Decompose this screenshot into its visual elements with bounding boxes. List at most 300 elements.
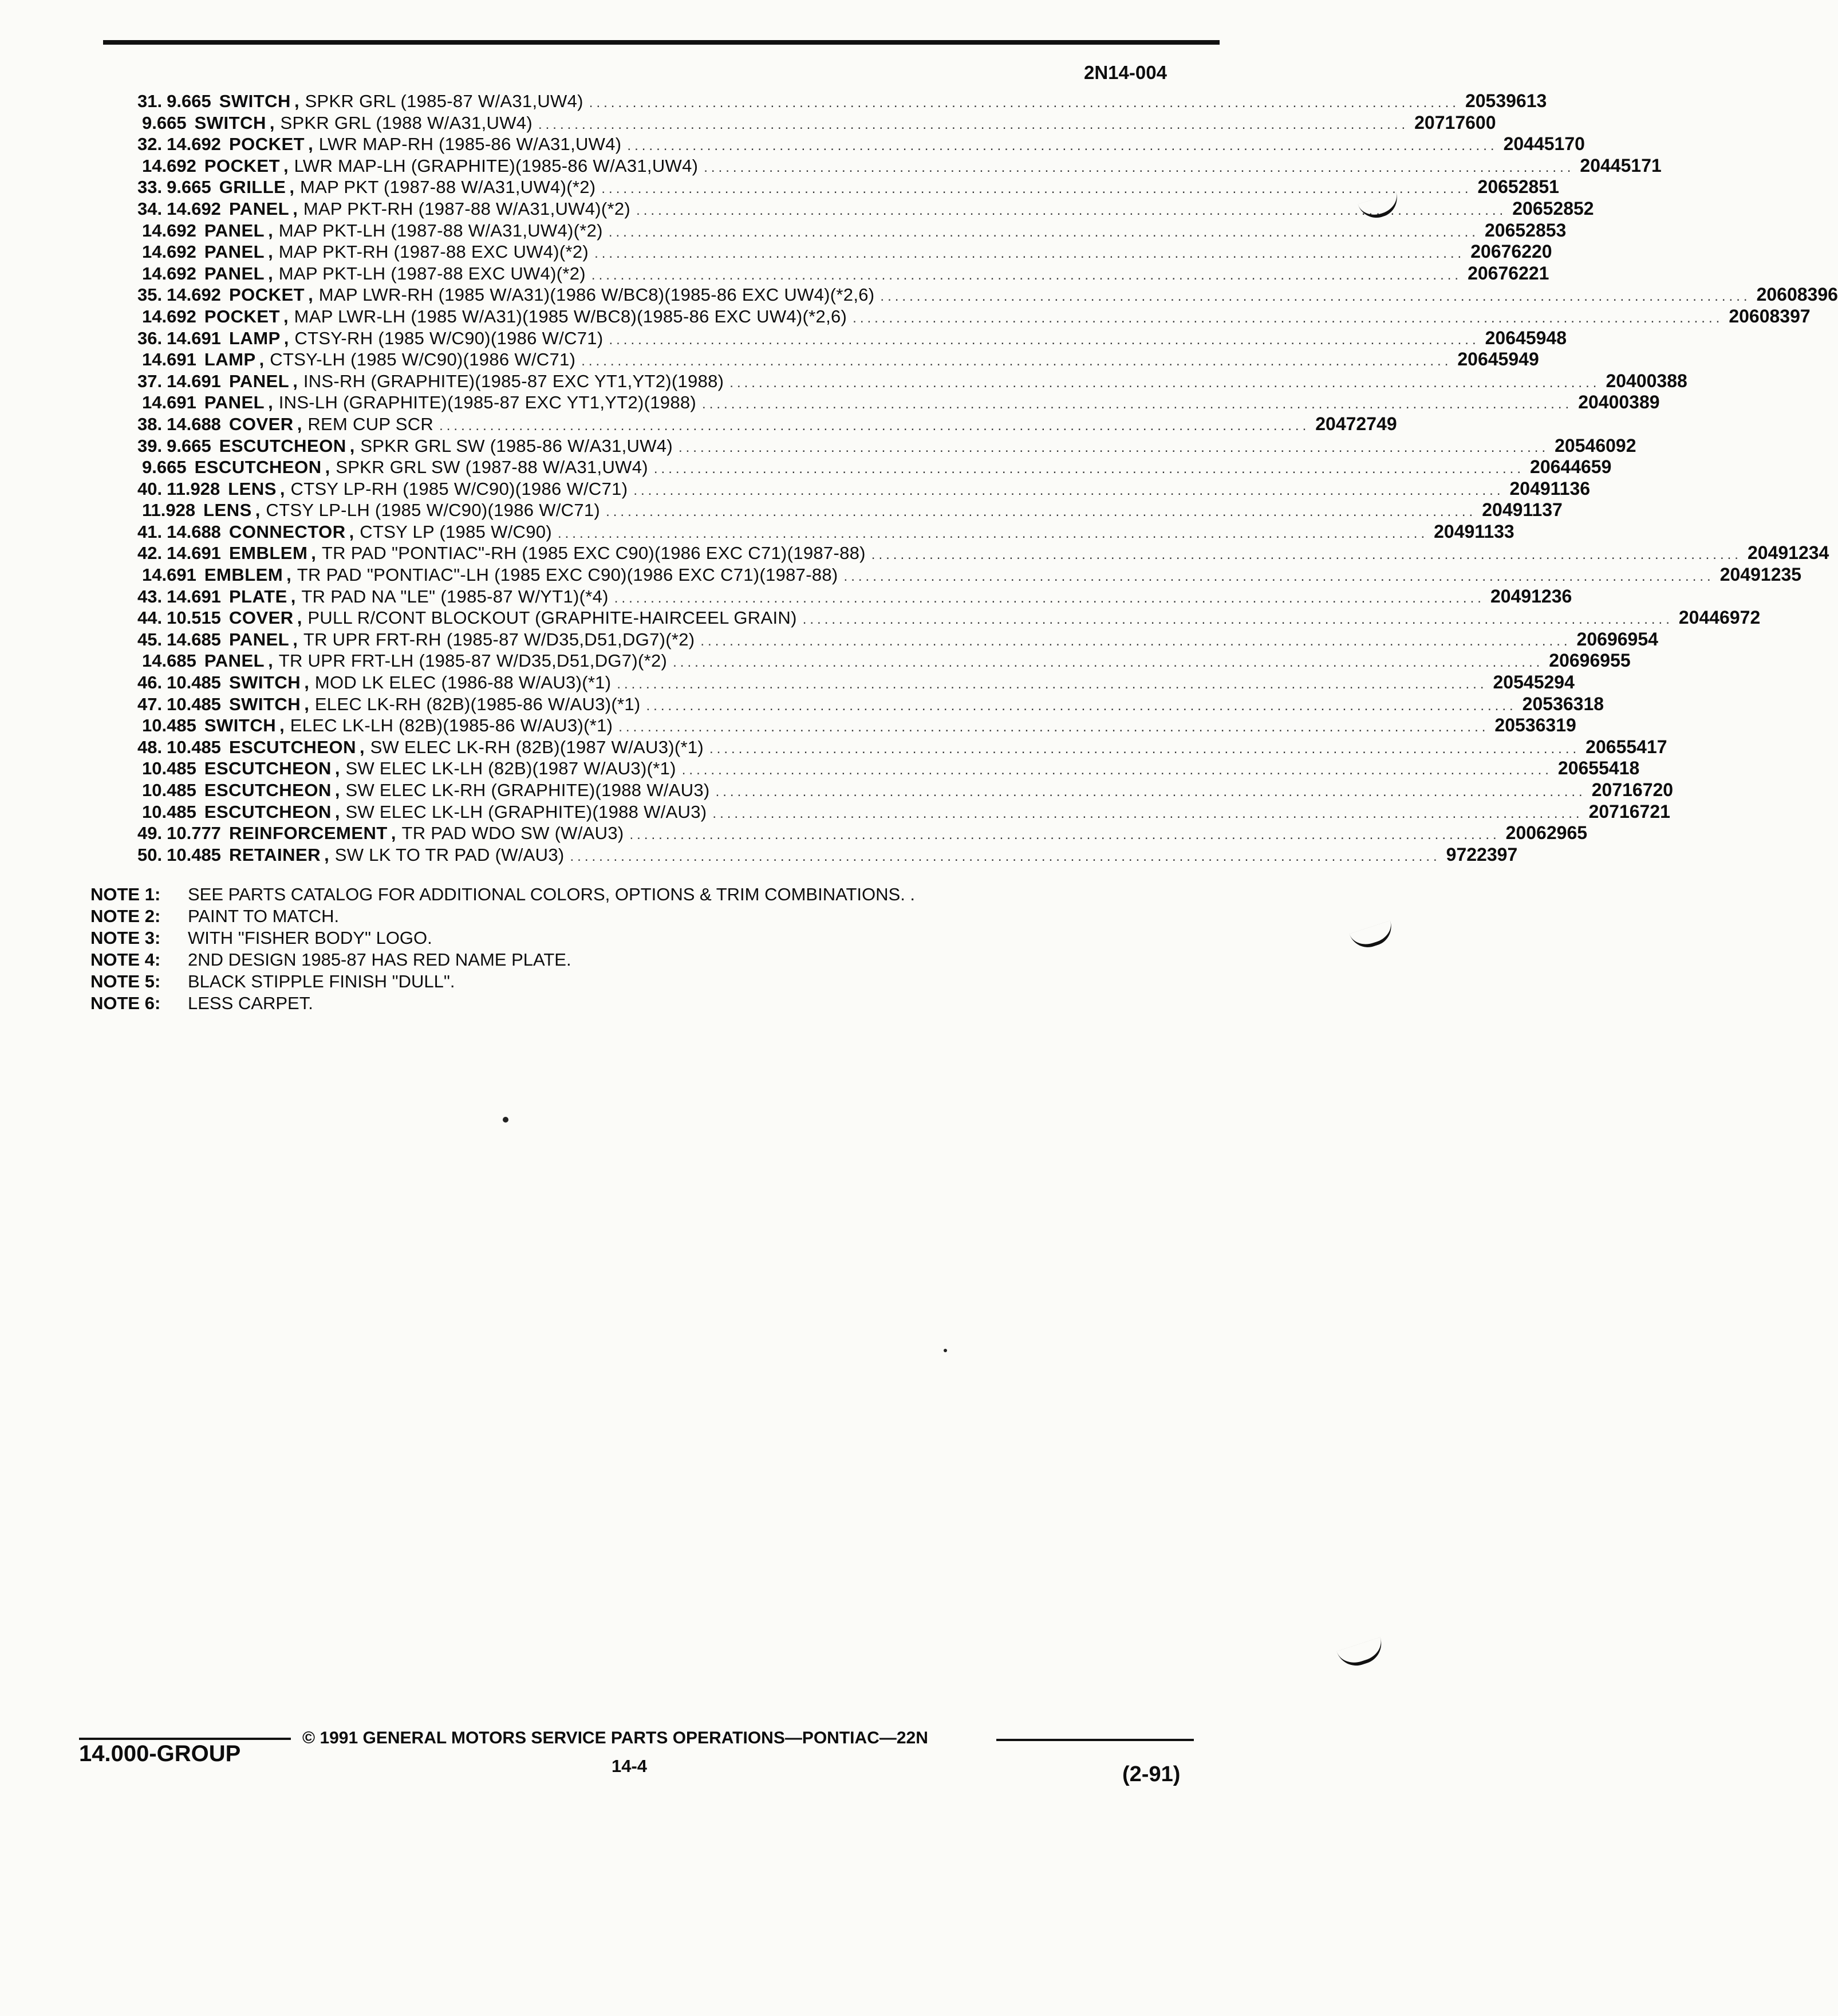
part-row bbox=[137, 155, 1662, 177]
part-name: SWITCH bbox=[194, 112, 266, 133]
item-number: 45. bbox=[137, 629, 163, 649]
separator: , bbox=[268, 242, 273, 262]
part-description: CTSY-LH (1985 W/C90)(1986 W/C71) bbox=[270, 349, 576, 370]
leader-dots: ........................................................................................................................ bbox=[681, 762, 1552, 778]
item-number: 50. bbox=[137, 844, 163, 865]
page-code: 2N14-004 bbox=[1084, 62, 1167, 83]
scan-mark bbox=[1336, 1637, 1386, 1671]
part-description: ELEC LK-RH (82B)(1985-86 W/AU3)(*1) bbox=[314, 694, 641, 714]
part-number: 20062965 bbox=[1505, 822, 1588, 844]
separator: , bbox=[269, 112, 275, 133]
group-number: 14.692 bbox=[142, 263, 196, 284]
part-name: GRILLE bbox=[219, 177, 286, 198]
part-row bbox=[137, 370, 1687, 392]
part-number: 20676220 bbox=[1470, 241, 1552, 262]
part-name: REINFORCEMENT bbox=[228, 823, 388, 844]
leader-dots: ........................................................................................................................ bbox=[673, 655, 1544, 671]
part-row bbox=[137, 478, 1591, 500]
part-name: SWITCH bbox=[228, 672, 301, 693]
separator: , bbox=[304, 694, 309, 714]
item-number: 39. bbox=[137, 435, 163, 456]
part-description: PULL R/CONT BLOCKOUT (GRAPHITE-HAIRCEEL GRAIN) bbox=[307, 608, 797, 628]
separator: , bbox=[325, 457, 330, 478]
part-name: POCKET bbox=[204, 155, 281, 176]
group-number: 9.665 bbox=[142, 457, 187, 478]
group-number: 10.485 bbox=[142, 801, 196, 822]
leader-dots: ........................................................................................................................ bbox=[601, 181, 1472, 197]
group-number: 14.692 bbox=[167, 134, 221, 155]
scan-speck bbox=[503, 1117, 508, 1123]
footer-group: 14.000-GROUP bbox=[79, 1741, 241, 1766]
note-text: PAINT TO MATCH. bbox=[188, 906, 340, 926]
leader-dots: ........................................................................................................................ bbox=[653, 461, 1525, 477]
part-name: PANEL bbox=[204, 392, 265, 413]
separator: , bbox=[259, 349, 265, 370]
item-number: 49. bbox=[137, 823, 163, 844]
group-number: 14.692 bbox=[167, 198, 221, 219]
item-number: 34. bbox=[137, 198, 163, 219]
part-description: TR PAD NA "LE" (1985-87 W/YT1)(*4) bbox=[301, 586, 609, 607]
part-number: 20716721 bbox=[1588, 801, 1670, 822]
part-name: LENS bbox=[228, 478, 277, 499]
separator: , bbox=[324, 844, 329, 865]
note-row bbox=[90, 949, 915, 971]
part-description: MAP LWR-RH (1985 W/A31)(1986 W/BC8)(1985-86 EXC UW4)(*2,6) bbox=[318, 285, 875, 305]
group-number: 14.685 bbox=[142, 651, 196, 671]
separator: , bbox=[359, 737, 365, 757]
group-number: 9.665 bbox=[167, 435, 211, 456]
separator: , bbox=[308, 134, 313, 155]
note-label: NOTE 4: bbox=[90, 950, 161, 970]
part-row bbox=[137, 219, 1567, 242]
part-number: 20491133 bbox=[1434, 521, 1514, 542]
part-name: COVER bbox=[228, 414, 294, 434]
leader-dots: ........................................................................................................................ bbox=[704, 159, 1575, 175]
part-description: MAP LWR-LH (1985 W/A31)(1985 W/BC8)(1985-86 EXC UW4)(*2,6) bbox=[294, 306, 847, 326]
item-number: 37. bbox=[137, 371, 163, 391]
group-number: 10.485 bbox=[142, 780, 196, 800]
part-description: LWR MAP-RH (1985-86 W/A31,UW4) bbox=[318, 134, 622, 155]
group-number: 10.485 bbox=[167, 844, 221, 865]
part-description: MAP PKT-LH (1987-88 EXC UW4)(*2) bbox=[278, 263, 586, 284]
part-number: 20717600 bbox=[1414, 112, 1496, 133]
leader-dots: ........................................................................................................................ bbox=[439, 418, 1310, 434]
part-row bbox=[137, 736, 1667, 758]
leader-dots: ........................................................................................................................ bbox=[636, 202, 1507, 218]
part-description: MAP PKT-RH (1987-88 W/A31,UW4)(*2) bbox=[303, 198, 631, 219]
separator: , bbox=[268, 263, 273, 284]
leader-dots: ........................................................................................................................ bbox=[802, 612, 1673, 628]
footer-date: (2-91) bbox=[1122, 1762, 1181, 1786]
part-number: 20491236 bbox=[1490, 585, 1572, 607]
group-number: 9.665 bbox=[142, 112, 187, 133]
note-label: NOTE 3: bbox=[90, 928, 161, 948]
part-name: PANEL bbox=[204, 242, 265, 262]
separator: , bbox=[268, 392, 273, 413]
group-number: 10.485 bbox=[167, 694, 221, 714]
leader-dots: ........................................................................................................................ bbox=[843, 569, 1714, 585]
item-number: 41. bbox=[137, 521, 163, 542]
separator: , bbox=[283, 306, 289, 326]
leader-dots: ........................................................................................................................ bbox=[729, 375, 1600, 391]
part-description: MAP PKT-LH (1987-88 W/A31,UW4)(*2) bbox=[278, 220, 603, 241]
part-number: 20536319 bbox=[1494, 715, 1576, 736]
part-number: 20608397 bbox=[1729, 305, 1811, 326]
part-name: ESCUTCHEON bbox=[194, 457, 322, 478]
separator: , bbox=[293, 198, 298, 219]
part-number: 20608396 bbox=[1756, 284, 1838, 305]
part-number: 20445171 bbox=[1580, 155, 1662, 176]
group-number: 10.485 bbox=[167, 737, 221, 757]
part-description: SW ELEC LK-LH (GRAPHITE)(1988 W/AU3) bbox=[345, 801, 707, 822]
group-number: 14.692 bbox=[142, 155, 196, 176]
part-description: TR PAD WDO SW (W/AU3) bbox=[401, 823, 624, 844]
part-description: SW ELEC LK-LH (82B)(1987 W/AU3)(*1) bbox=[345, 758, 676, 779]
note-row bbox=[90, 993, 915, 1014]
part-description: TR UPR FRT-LH (1985-87 W/D35,D51,DG7)(*2) bbox=[278, 651, 668, 671]
part-name: SWITCH bbox=[204, 715, 277, 736]
leader-dots: ........................................................................................................................ bbox=[594, 246, 1465, 262]
part-row bbox=[137, 693, 1604, 715]
item-number: 40. bbox=[137, 478, 163, 499]
part-row bbox=[137, 198, 1594, 220]
part-row bbox=[137, 392, 1660, 414]
part-number: 20546092 bbox=[1555, 435, 1636, 456]
separator: , bbox=[311, 543, 316, 564]
part-name: COVER bbox=[228, 608, 294, 628]
separator: , bbox=[255, 500, 261, 521]
leader-dots: ........................................................................................................................ bbox=[614, 590, 1485, 606]
part-number: 20644659 bbox=[1530, 456, 1612, 478]
group-number: 10.485 bbox=[142, 758, 196, 779]
part-row bbox=[137, 133, 1585, 155]
part-row bbox=[137, 672, 1575, 694]
item-number: 44. bbox=[137, 608, 163, 628]
part-row bbox=[137, 779, 1674, 801]
item-number: 33. bbox=[137, 177, 163, 198]
part-name: RETAINER bbox=[228, 844, 321, 865]
part-name: PANEL bbox=[204, 220, 265, 241]
part-row bbox=[137, 564, 1802, 586]
separator: , bbox=[268, 651, 273, 671]
part-name: EMBLEM bbox=[228, 543, 308, 564]
group-number: 14.688 bbox=[167, 414, 221, 434]
group-number: 10.485 bbox=[167, 672, 221, 693]
leader-dots: ........................................................................................................................ bbox=[627, 138, 1498, 154]
footer-copyright: © 1991 GENERAL MOTORS SERVICE PARTS OPERATIONS—PONTIAC—22N bbox=[302, 1728, 928, 1747]
part-number: 20472749 bbox=[1315, 413, 1397, 434]
leader-dots: ........................................................................................................................ bbox=[557, 525, 1429, 541]
leader-dots: ........................................................................................................................ bbox=[709, 741, 1580, 757]
leader-dots: ........................................................................................................................ bbox=[570, 848, 1441, 864]
parts-list bbox=[137, 90, 1838, 865]
part-name: POCKET bbox=[204, 306, 281, 326]
part-description: MOD LK ELEC (1986-88 W/AU3)(*1) bbox=[314, 672, 612, 693]
part-number: 20539613 bbox=[1465, 90, 1547, 111]
leader-dots: ........................................................................................................................ bbox=[715, 784, 1586, 800]
item-number: 47. bbox=[137, 694, 163, 714]
notes-section bbox=[90, 884, 915, 1014]
leader-dots: ........................................................................................................................ bbox=[633, 482, 1504, 498]
item-number: 46. bbox=[137, 672, 163, 693]
part-description: SPKR GRL (1988 W/A31,UW4) bbox=[280, 112, 533, 133]
part-name: PANEL bbox=[228, 629, 290, 649]
part-row bbox=[137, 176, 1559, 198]
group-number: 10.777 bbox=[167, 823, 221, 844]
part-description: CTSY LP-LH (1985 W/C90)(1986 W/C71) bbox=[266, 500, 601, 521]
part-number: 20655417 bbox=[1585, 736, 1667, 757]
part-number: 20696954 bbox=[1576, 628, 1658, 649]
leader-dots: ........................................................................................................................ bbox=[617, 676, 1488, 692]
group-number: 14.692 bbox=[142, 220, 196, 241]
group-number: 10.485 bbox=[142, 715, 196, 736]
part-description: SPKR GRL (1985-87 W/A31,UW4) bbox=[305, 91, 583, 111]
part-name: CONNECTOR bbox=[228, 521, 346, 542]
note-text: SEE PARTS CATALOG FOR ADDITIONAL COLORS, OPTIONS & TRIM COMBINATIONS. . bbox=[188, 884, 916, 904]
part-row bbox=[137, 758, 1640, 779]
item-number: 36. bbox=[137, 328, 163, 348]
part-description: ELEC LK-LH (82B)(1985-86 W/AU3)(*1) bbox=[290, 715, 613, 736]
separator: , bbox=[297, 414, 302, 434]
part-number: 20400388 bbox=[1606, 370, 1687, 391]
note-text: BLACK STIPPLE FINISH "DULL". bbox=[188, 971, 455, 991]
part-row bbox=[137, 413, 1397, 435]
note-text: LESS CARPET. bbox=[188, 993, 313, 1013]
footer-page-number: 14-4 bbox=[612, 1756, 648, 1776]
note-row bbox=[90, 905, 915, 927]
part-description: INS-RH (GRAPHITE)(1985-87 EXC YT1,YT2)(1988) bbox=[303, 371, 724, 391]
part-number: 20652853 bbox=[1484, 219, 1567, 241]
leader-dots: ........................................................................................................................ bbox=[589, 95, 1460, 111]
part-number: 20400389 bbox=[1578, 392, 1660, 413]
part-description: SPKR GRL SW (1985-86 W/A31,UW4) bbox=[360, 435, 673, 456]
separator: , bbox=[283, 328, 289, 348]
note-label: NOTE 2: bbox=[90, 906, 161, 926]
part-row bbox=[137, 284, 1838, 306]
part-row bbox=[137, 801, 1670, 823]
note-row bbox=[90, 884, 915, 905]
leader-dots: ........................................................................................................................ bbox=[609, 332, 1480, 348]
group-number: 11.928 bbox=[167, 478, 220, 499]
separator: , bbox=[304, 672, 309, 693]
note-label: NOTE 1: bbox=[90, 884, 161, 904]
part-name: ESCUTCHEON bbox=[219, 435, 346, 456]
leader-dots: ........................................................................................................................ bbox=[608, 224, 1479, 240]
separator: , bbox=[279, 715, 285, 736]
part-number: 20446972 bbox=[1678, 607, 1761, 628]
part-number: 20445170 bbox=[1503, 133, 1585, 155]
footer-rule-right bbox=[996, 1739, 1194, 1741]
part-name: ESCUTCHEON bbox=[204, 780, 332, 800]
part-number: 9722397 bbox=[1446, 844, 1518, 865]
separator: , bbox=[334, 780, 340, 800]
leader-dots: ........................................................................................................................ bbox=[606, 504, 1477, 520]
leader-dots: ........................................................................................................................ bbox=[853, 310, 1723, 326]
leader-dots: ........................................................................................................................ bbox=[712, 805, 1583, 821]
leader-dots: ........................................................................................................................ bbox=[646, 698, 1517, 714]
part-row bbox=[137, 650, 1631, 672]
part-row bbox=[137, 521, 1514, 543]
group-number: 14.691 bbox=[167, 543, 221, 564]
separator: , bbox=[334, 801, 340, 822]
part-row bbox=[137, 607, 1761, 629]
leader-dots: ........................................................................................................................ bbox=[618, 719, 1489, 735]
group-number: 14.692 bbox=[167, 285, 221, 305]
part-row bbox=[137, 262, 1549, 285]
part-name: SWITCH bbox=[219, 91, 291, 111]
group-number: 14.691 bbox=[167, 371, 221, 391]
note-row bbox=[90, 971, 915, 993]
part-number: 20491235 bbox=[1719, 564, 1802, 585]
item-number: 32. bbox=[137, 134, 163, 155]
separator: , bbox=[349, 521, 354, 542]
group-number: 14.685 bbox=[167, 629, 221, 649]
part-number: 20716720 bbox=[1591, 779, 1674, 800]
item-number: 43. bbox=[137, 586, 163, 607]
part-name: PANEL bbox=[204, 263, 265, 284]
part-number: 20655418 bbox=[1557, 758, 1640, 779]
part-description: TR UPR FRT-RH (1985-87 W/D35,D51,DG7)(*2) bbox=[303, 629, 695, 649]
scan-speck bbox=[944, 1349, 947, 1352]
part-row bbox=[137, 241, 1552, 263]
separator: , bbox=[349, 435, 355, 456]
group-number: 10.515 bbox=[167, 608, 221, 628]
separator: , bbox=[293, 629, 298, 649]
separator: , bbox=[294, 91, 299, 111]
part-description: CTSY LP (1985 W/C90) bbox=[360, 521, 552, 542]
item-number: 35. bbox=[137, 285, 163, 305]
part-description: SW ELEC LK-RH (82B)(1987 W/AU3)(*1) bbox=[370, 737, 704, 757]
part-row bbox=[137, 305, 1811, 328]
separator: , bbox=[286, 565, 291, 585]
part-row bbox=[137, 715, 1576, 737]
separator: , bbox=[268, 220, 273, 241]
part-row bbox=[137, 844, 1518, 866]
part-name: LAMP bbox=[204, 349, 256, 370]
part-row bbox=[137, 112, 1496, 134]
part-description: REM CUP SCR bbox=[307, 414, 434, 434]
part-description: TR PAD "PONTIAC"-RH (1985 EXC C90)(1986 EXC C71)(1987-88) bbox=[321, 543, 866, 564]
part-row bbox=[137, 542, 1829, 564]
part-row bbox=[137, 585, 1572, 608]
separator: , bbox=[334, 758, 340, 779]
part-name: ESCUTCHEON bbox=[204, 801, 332, 822]
part-number: 20676221 bbox=[1468, 262, 1549, 284]
part-description: SPKR GRL SW (1987-88 W/A31,UW4) bbox=[336, 457, 648, 478]
item-number: 42. bbox=[137, 543, 163, 564]
note-text: 2ND DESIGN 1985-87 HAS RED NAME PLATE. bbox=[188, 950, 571, 970]
footer-rule-left bbox=[79, 1738, 291, 1740]
part-description: INS-LH (GRAPHITE)(1985-87 EXC YT1,YT2)(1988) bbox=[278, 392, 697, 413]
leader-dots: ........................................................................................................................ bbox=[678, 439, 1549, 455]
part-description: CTSY-RH (1985 W/C90)(1986 W/C71) bbox=[294, 328, 604, 348]
part-name: PANEL bbox=[228, 371, 290, 391]
leader-dots: ........................................................................................................................ bbox=[702, 396, 1573, 412]
part-name: EMBLEM bbox=[204, 565, 283, 585]
part-description: SW LK TO TR PAD (W/AU3) bbox=[334, 844, 565, 865]
part-name: PLATE bbox=[228, 586, 287, 607]
group-number: 14.692 bbox=[142, 242, 196, 262]
separator: , bbox=[283, 155, 289, 176]
part-row bbox=[137, 822, 1588, 844]
part-row bbox=[137, 456, 1612, 478]
leader-dots: ........................................................................................................................ bbox=[629, 827, 1500, 843]
note-label: NOTE 5: bbox=[90, 971, 161, 991]
part-name: ESCUTCHEON bbox=[204, 758, 332, 779]
part-number: 20536318 bbox=[1522, 693, 1604, 714]
item-number: 31. bbox=[137, 91, 163, 111]
part-row bbox=[137, 628, 1658, 651]
leader-dots: ........................................................................................................................ bbox=[581, 353, 1452, 369]
leader-dots: ........................................................................................................................ bbox=[700, 633, 1571, 649]
group-number: 14.691 bbox=[142, 349, 196, 370]
separator: , bbox=[289, 177, 294, 198]
group-number: 9.665 bbox=[167, 91, 211, 111]
separator: , bbox=[308, 285, 313, 305]
group-number: 14.691 bbox=[142, 392, 196, 413]
note-label: NOTE 6: bbox=[90, 993, 161, 1013]
part-description: MAP PKT (1987-88 W/A31,UW4)(*2) bbox=[299, 177, 596, 198]
group-number: 14.688 bbox=[167, 521, 221, 542]
part-description: CTSY LP-RH (1985 W/C90)(1986 W/C71) bbox=[290, 478, 628, 499]
part-number: 20645948 bbox=[1485, 327, 1567, 348]
part-description: TR PAD "PONTIAC"-LH (1985 EXC C90)(1986 EXC C71)(1987-88) bbox=[297, 565, 838, 585]
item-number: 38. bbox=[137, 414, 163, 434]
part-row bbox=[137, 327, 1567, 349]
note-text: WITH "FISHER BODY" LOGO. bbox=[188, 928, 432, 948]
separator: , bbox=[391, 823, 396, 844]
part-description: MAP PKT-RH (1987-88 EXC UW4)(*2) bbox=[278, 242, 589, 262]
leader-dots: ........................................................................................................................ bbox=[871, 547, 1742, 563]
part-number: 20645949 bbox=[1457, 349, 1539, 370]
part-name: SWITCH bbox=[228, 694, 301, 714]
part-number: 20491136 bbox=[1509, 478, 1591, 499]
part-number: 20652852 bbox=[1512, 198, 1594, 219]
group-number: 14.691 bbox=[167, 328, 221, 348]
item-number: 48. bbox=[137, 737, 163, 757]
part-name: LENS bbox=[203, 500, 252, 521]
leader-dots: ........................................................................................................................ bbox=[538, 116, 1409, 132]
part-row bbox=[137, 435, 1636, 457]
part-row bbox=[137, 499, 1563, 521]
leader-dots: ........................................................................................................................ bbox=[880, 289, 1751, 305]
leader-dots: ........................................................................................................................ bbox=[591, 267, 1462, 283]
group-number: 14.691 bbox=[142, 565, 196, 585]
scan-mark bbox=[1350, 920, 1397, 952]
note-row bbox=[90, 927, 915, 949]
separator: , bbox=[297, 608, 302, 628]
group-number: 11.928 bbox=[142, 500, 196, 521]
part-row bbox=[137, 90, 1547, 112]
group-number: 9.665 bbox=[167, 177, 211, 198]
part-name: PANEL bbox=[204, 651, 265, 671]
part-number: 20652851 bbox=[1477, 176, 1559, 198]
part-number: 20491137 bbox=[1482, 499, 1563, 521]
part-row bbox=[137, 349, 1539, 371]
group-number: 14.691 bbox=[167, 586, 221, 607]
part-number: 20545294 bbox=[1493, 672, 1575, 693]
separator: , bbox=[293, 371, 298, 391]
part-number: 20491234 bbox=[1747, 542, 1829, 564]
part-description: SW ELEC LK-RH (GRAPHITE)(1988 W/AU3) bbox=[345, 780, 710, 800]
separator: , bbox=[279, 478, 285, 499]
part-name: POCKET bbox=[228, 134, 305, 155]
part-name: POCKET bbox=[228, 285, 305, 305]
part-name: ESCUTCHEON bbox=[228, 737, 356, 757]
part-name: LAMP bbox=[228, 328, 281, 348]
part-number: 20696955 bbox=[1549, 650, 1631, 671]
part-description: LWR MAP-LH (GRAPHITE)(1985-86 W/A31,UW4) bbox=[294, 155, 699, 176]
